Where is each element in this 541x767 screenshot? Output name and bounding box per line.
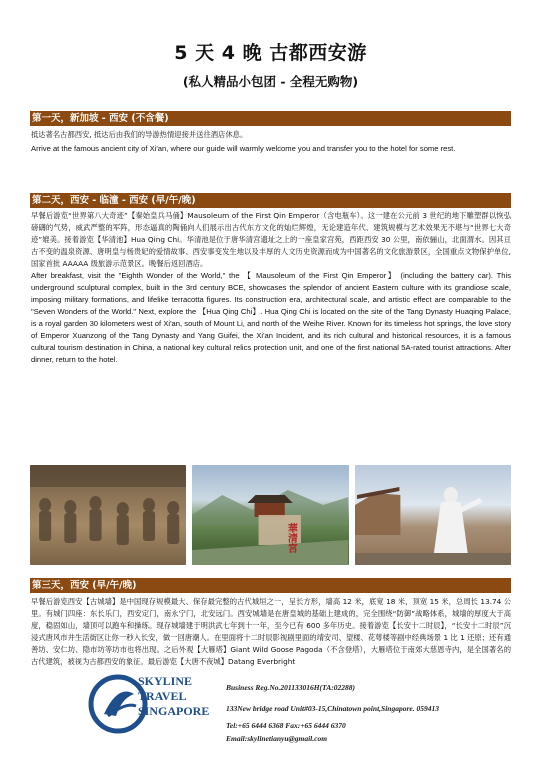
day3-heading: 第三天，西安 (早/午/晚): [30, 578, 511, 593]
company-address: 133New bridge road Unit#03-15,Chinatown point,Singapore. 059413: [226, 704, 439, 713]
day1-body: [31, 129, 511, 155]
company-name-line3: SINGAPORE: [138, 704, 210, 718]
company-name: [138, 674, 209, 719]
day2-body: [31, 210, 511, 366]
day2-cn: 早餐后游览“世界第八大奇迹”【秦始皇兵马俑】Mausoleum of the First Qin Emperor（含电瓶车）。这一建在公元前 3 世纪的地下雕塑群以恢弘磅礴的气势，威武严整的军阵，形态逼真的陶俑向人们展示出古代东方文化的灿烂辉煌，无论建造年代、建筑规模与艺术效果无不堪与“世界七大奇迹”媲美。接着游览【华清池】Hua Qing Chi。华清池是位于唐华清宫遗址之上的一座皇家宫苑，西距西安 30 公里，南依骊山，北面渭水。因其亘古不变的温泉资源、唐明皇与杨贵妃的爱情故事、西安事变发生地以及丰厚的人文历史资源而成为中国著名的文化旅游景区，全国重点文物保护单位,国家首批 AAAAA 级旅游示范景区。晚餐后返回酒店。: [31, 211, 511, 268]
day3-cn: 早餐后游览西安【古城墙】是中国现存规模最大、保存最完整的古代城垣之一，呈长方形，墙高 12 米，底宽 18 米，顶宽 15 米，总周长 13.74 公里。有城门四座：东长乐门，西安定门，南永宁门，北安远门。西安城墙是在唐皇城的基础上建成的，完全围绕“防御”战略体系，城墙的厚度大于高度，稳固如山，墙顶可以跑车和操练。现存城墙建于明洪武七年到十一年，至今已有 600 多年历史。接着游览【长安十二时辰】，“长安十二时辰”沉浸式唐风市井生活街区让你一秒入长安，做一回唐潮人。在里面将十二时辰影视剧里面的靖安司、望楼、花萼楼等剧中经典场景 1 比 1 还原；还有通善坊、安仁坊、隐市坊等坊市也将出现。之后外观【大雁塔】Giant Wild Goose Pagoda（不含登塔），大雁塔位于南郊大慈恩寺内，是全国著名的古代建筑，被视为古都西安的象征。最后游览【大唐不夜城】Datang Everbright: [31, 597, 511, 666]
day1-heading: 第一天，新加坡 - 西安 (不含餐): [30, 111, 511, 126]
company-email: Email:skylinetianyu@gmail.com: [226, 734, 328, 743]
day2-en: After breakfast, visit the "Eighth Wonder of the World," the 【 Mausoleum of the First Qin Emperor】 (including the battery car). This underground sculptural complex, built in the 3rd century BCE, showcases the splendor of ancient Eastern culture with its grandiose scale, imposing military formations, and lifelike terracotta figures. Its construction era, architectural scale, and artistic effect are comparable to the "Seven Wonders of the World." Next, explore the 【Hua Qing Chi】. Hua Qing Chi is located on the site of the Tang Dynasty Huaqing Palace, is a royal garden 30 kilometers west of Xi'an, south of Mount Li, and north of the Weihe River. Known for its timeless hot springs, the love story of Emperor Xuanzong of the Tang Dynasty and Yang Guifei, the Xi'an Incident, and its rich cultural and historical resources, it is a famous cultural tourism destination in China, a national key cultural relics protection unit, and one of the first national 5A-rated tourist attractions. After dinner, return to the hotel.: [31, 271, 511, 364]
company-name-line2: TRAVEL: [138, 689, 187, 703]
huaqing-sign-text: 華清宮: [285, 523, 297, 553]
company-phone: Tel:+65 6444 6368 Fax:+65 6444 6370: [226, 721, 346, 730]
yang-guifei-statue-photo: [355, 465, 511, 565]
huaqing-palace-photo: [192, 465, 348, 565]
company-name-line1: SKYLINE: [138, 674, 193, 688]
photo-strip: [30, 465, 511, 565]
day1-en: Arrive at the famous ancient city of Xi'an, where our guide will warmly welcome you and transfer you to the hotel for some rest.: [31, 144, 456, 153]
day1-cn: 抵达著名古都西安, 抵达后由我们的导游热情迎接并送往酒店休息。: [31, 130, 248, 139]
page-title: 5 天 4 晚 古都西安游: [174, 42, 367, 64]
page-subtitle: (私人精品小包团 - 全程无购物): [182, 74, 359, 89]
terracotta-warriors-photo: [30, 465, 186, 565]
day2-heading: 第二天，西安 - 临潼 - 西安 (早/午/晚): [30, 193, 511, 208]
business-reg: Business Reg.No.201133016H(TA:02288): [226, 683, 355, 692]
